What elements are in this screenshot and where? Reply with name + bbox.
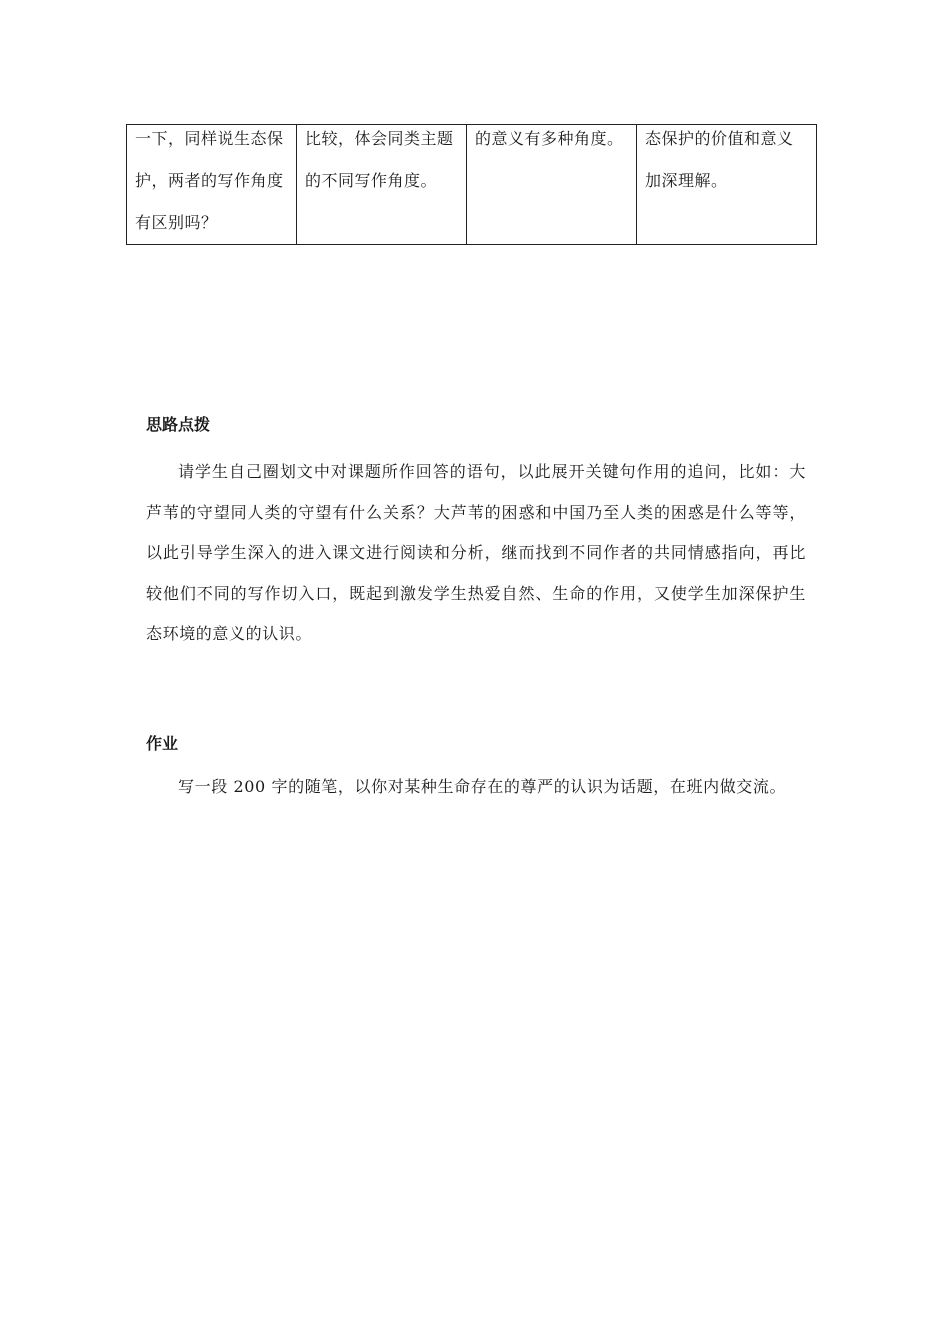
cell-text: 一下，同样说生态保 护，两者的写作角度 有区别吗？ (135, 129, 284, 232)
continuation-table (126, 124, 817, 245)
guidance-paragraph: 请学生自己圈划文中对课题所作回答的语句，以此展开关键句作用的追问，比如：大芦苇的守望同人类的守望有什么关系？大芦苇的困惑和中国乃至人类的困惑是什么等等，以此引导学生深入的进入课文进行阅读和分析，继而找到不同作者的共同情感指向，再比较他们不同的写作切入口，既起到激发学生热爱自然、生命的作用，又使学生加深保护生态环境的意义的认识。 (146, 462, 806, 643)
section-heading-homework: 作业 (146, 734, 179, 753)
table-cell (127, 125, 297, 245)
cell-text: 的意义有多种角度。 (475, 129, 624, 148)
table-cell (637, 125, 817, 245)
homework-paragraph: 写一段 200 字的随笔，以你对某种生命存在的尊严的认识为话题，在班内做交流。 (178, 777, 787, 796)
cell-text: 比较，体会同类主题 的不同写作角度。 (305, 129, 454, 190)
section-heading-guidance: 思路点拨 (146, 415, 211, 434)
table-row (127, 125, 817, 245)
table-cell (467, 125, 637, 245)
cell-text: 态保护的价值和意义 加深理解。 (645, 129, 794, 190)
table-cell (297, 125, 467, 245)
